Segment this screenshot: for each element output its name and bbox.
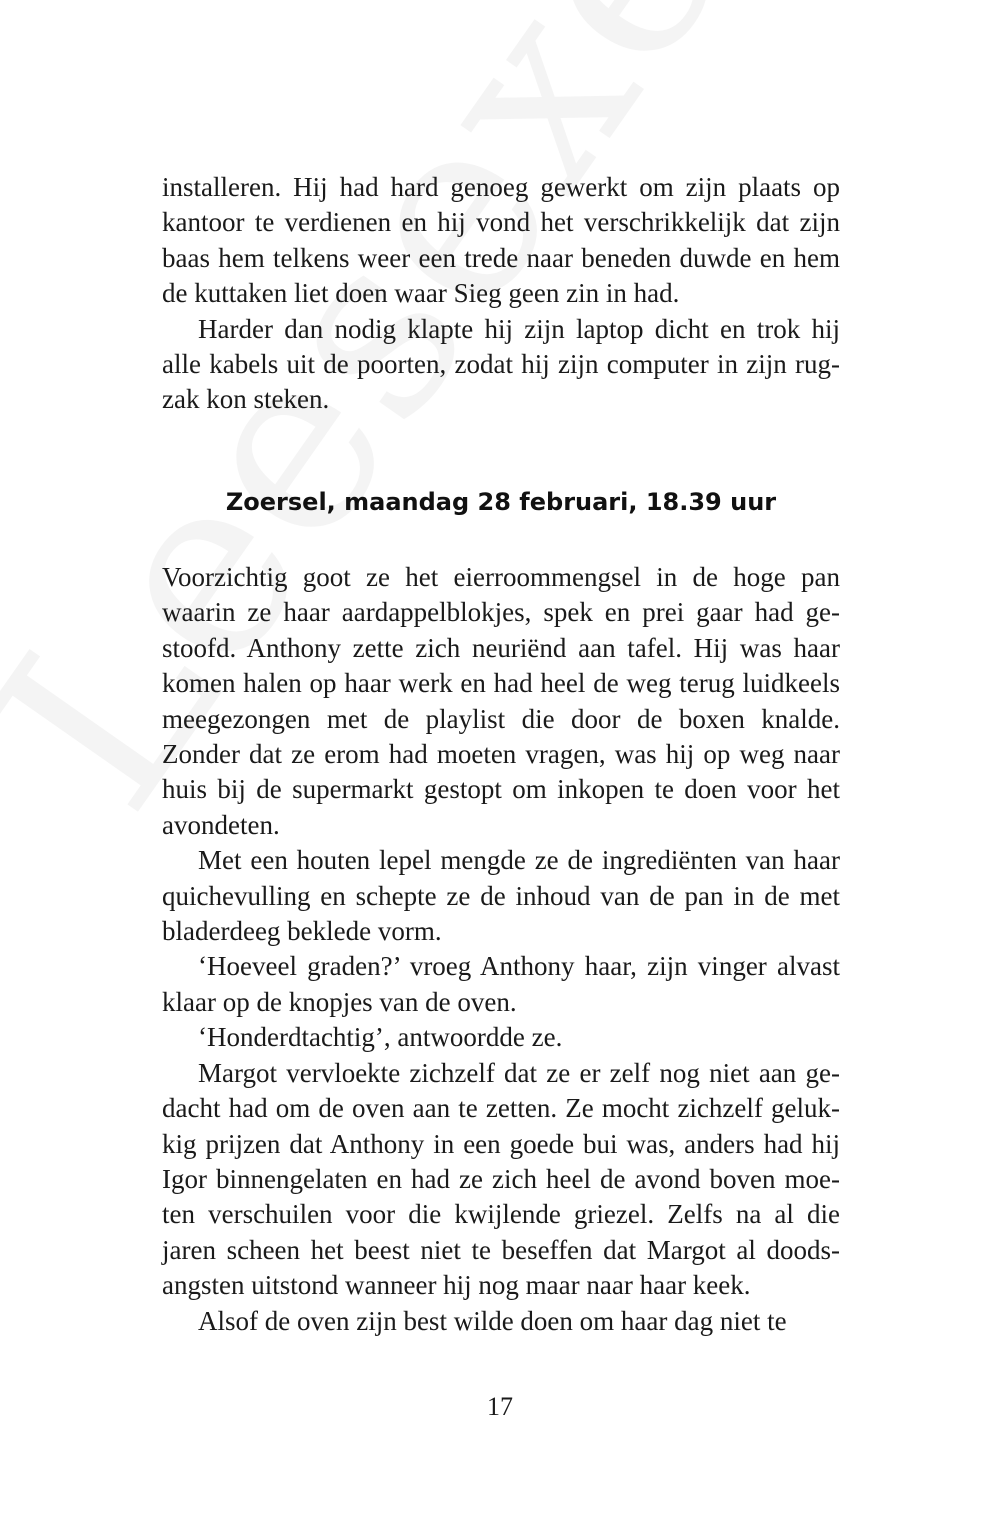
paragraph: Margot vervloekte zichzelf dat ze er zelf nog niet aan ge-dacht had om de oven aan te zetten. Ze mocht zichzelf geluk-kig prijzen dat Anthony in een goede bui was, anders had hij Igor binnengelaten en had ze zich heel de avond boven moe-ten verschuilen voor die kwijlende griezel. Zelfs na al die jaren scheen het beest niet te beseffen dat Margot al doods-angsten uitstond wanneer hij nog maar naar haar keek.	[162, 1057, 840, 1301]
main-text-block	[162, 560, 840, 1339]
top-text-block	[162, 170, 840, 418]
paragraph: installeren. Hij had hard genoeg gewerkt om zijn plaats op kantoor te verdienen en hij vond het verschrikkelijk dat zijn baas hem telkens weer een trede naar beneden duwde en hem de kuttaken liet doen waar Sieg geen zin in had.	[162, 172, 840, 309]
paragraph: Voorzichtig goot ze het eierroommengsel in de hoge pan waarin ze haar aardappelblokjes, spek en prei gaar had ge-stoofd. Anthony zette zich neuriënd aan tafel. Hij was haar komen halen op haar werk en had heel de weg terug luidkeels meegezongen met de playlist die door de boxen knalde. Zonder dat ze erom had moeten vragen, was hij op weg naar huis bij de supermarkt gestopt om inkopen te doen voor het avondeten.	[162, 562, 840, 840]
paragraph: Harder dan nodig klapte hij zijn laptop dicht en trok hij alle kabels uit de poorten, zodat hij zijn computer in zijn rug-zak kon steken.	[162, 313, 840, 415]
page-number: 17	[487, 1392, 513, 1421]
paragraph: Met een houten lepel mengde ze de ingrediënten van haar quichevulling en schepte ze de inhoud van de pan in de met bladerdeeg beklede vorm.	[162, 845, 840, 947]
paragraph: ‘Hoeveel graden?’ vroeg Anthony haar, zijn vinger alvast klaar op de knopjes van de oven.	[162, 951, 840, 1017]
section-heading: Zoersel, maandag 28 februari, 18.39 uur	[225, 488, 777, 516]
paragraph: Alsof de oven zijn best wilde doen om haar dag niet te	[198, 1305, 787, 1336]
paragraph: ‘Honderdtachtig’, antwoordde ze.	[198, 1022, 563, 1053]
